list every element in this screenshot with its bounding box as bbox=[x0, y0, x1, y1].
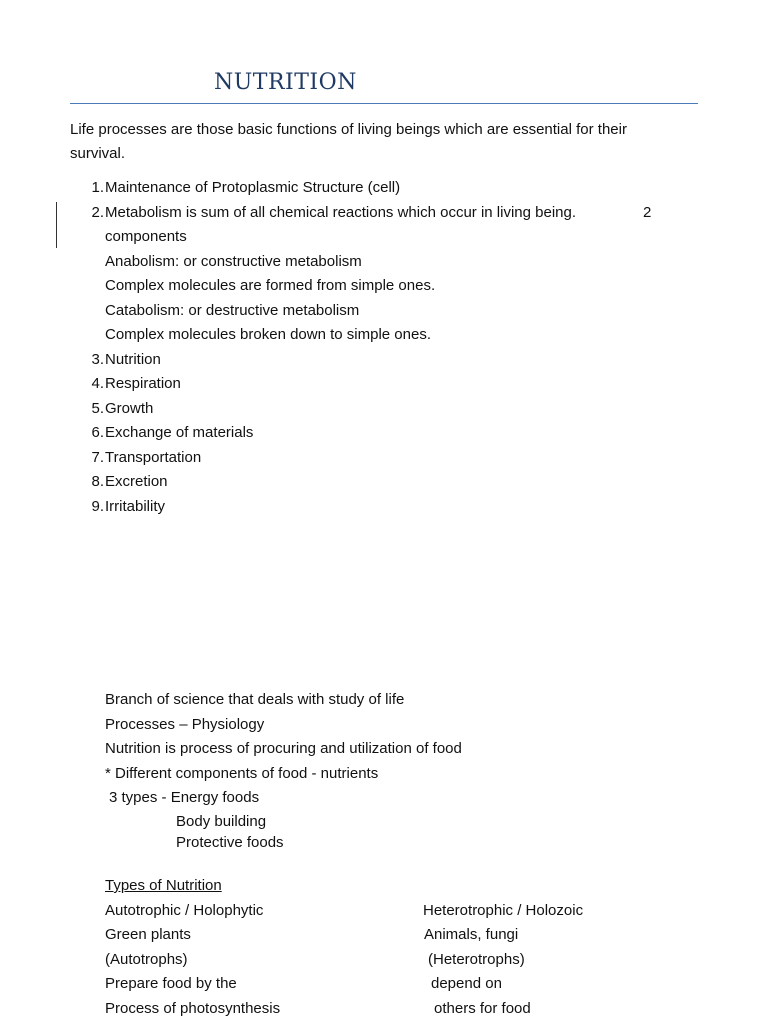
list-number: 4. bbox=[91, 375, 104, 392]
list-text: Growth bbox=[105, 399, 154, 417]
list-text: Transportation bbox=[105, 448, 202, 466]
list-text: Maintenance of Protoplasmic Structure (cell) bbox=[105, 179, 401, 196]
component-count: 2 bbox=[643, 203, 652, 221]
autotrophic-cell[interactable]: Prepare food by the bbox=[105, 975, 237, 992]
title-underline bbox=[70, 103, 698, 104]
heterotrophic-cell[interactable]: others for food bbox=[434, 999, 531, 1017]
comparison-row bbox=[105, 899, 685, 924]
comparison-row bbox=[105, 923, 685, 948]
comparison-row bbox=[105, 972, 685, 997]
list-text: Respiration bbox=[105, 375, 181, 392]
list-item[interactable] bbox=[70, 176, 680, 201]
list-item[interactable] bbox=[70, 348, 680, 373]
list-item[interactable] bbox=[70, 397, 680, 422]
list-number: 8. bbox=[91, 473, 104, 490]
list-text: Exchange of materials bbox=[105, 424, 254, 441]
list-number: 5. bbox=[91, 399, 104, 417]
autotrophic-cell[interactable]: Green plants bbox=[105, 926, 191, 943]
list-subline: Anabolism: or constructive metabolism bbox=[105, 252, 362, 270]
heterotrophic-cell[interactable]: (Heterotrophs) bbox=[428, 950, 525, 968]
section-heading[interactable]: Types of Nutrition bbox=[105, 877, 222, 894]
list-subline: Complex molecules broken down to simple ones. bbox=[105, 326, 431, 343]
list-number: 3. bbox=[91, 350, 104, 368]
list-text: Metabolism is sum of all chemical reactions which occur in living being. bbox=[105, 203, 577, 221]
list-text: Nutrition bbox=[105, 350, 161, 368]
list-number: 6. bbox=[91, 424, 104, 441]
text-line[interactable]: Body building bbox=[176, 812, 267, 830]
list-text: Excretion bbox=[105, 473, 168, 490]
page-title: NUTRITION bbox=[214, 70, 357, 95]
nutrition-definition-block bbox=[105, 688, 625, 853]
text-line[interactable]: Nutrition is process of procuring and utilization of food bbox=[105, 740, 462, 757]
heterotrophic-cell[interactable]: depend on bbox=[431, 975, 502, 992]
text-line[interactable]: 3 types - Energy foods bbox=[109, 789, 260, 806]
text-line[interactable]: * Different components of food - nutrients bbox=[105, 764, 379, 782]
list-number: 1. bbox=[91, 179, 104, 196]
autotrophic-cell[interactable]: (Autotrophs) bbox=[105, 950, 188, 968]
comparison-row bbox=[105, 948, 685, 973]
list-item[interactable] bbox=[70, 470, 680, 495]
text-cursor-bar bbox=[56, 202, 57, 248]
text-line[interactable]: Processes – Physiology bbox=[105, 715, 265, 733]
list-subline: Catabolism: or destructive metabolism bbox=[105, 301, 360, 319]
list-subline: Complex molecules are formed from simple ones. bbox=[105, 277, 436, 294]
text-line[interactable]: Branch of science that deals with study of life bbox=[105, 691, 405, 708]
list-item[interactable] bbox=[70, 201, 680, 226]
list-number: 2. bbox=[91, 203, 104, 221]
list-item[interactable] bbox=[70, 495, 680, 520]
list-number: 7. bbox=[91, 448, 104, 466]
text-line[interactable]: Protective foods bbox=[176, 833, 284, 851]
autotrophic-cell[interactable]: Autotrophic / Holophytic bbox=[105, 901, 264, 919]
comparison-row bbox=[105, 997, 685, 1022]
list-text: Irritability bbox=[105, 497, 166, 515]
list-item[interactable] bbox=[70, 446, 680, 471]
intro-paragraph[interactable]: Life processes are those basic functions of living beings which are essential for their survival. bbox=[70, 121, 627, 162]
list-subline: components bbox=[105, 228, 187, 245]
list-item[interactable] bbox=[70, 421, 680, 446]
autotrophic-cell[interactable]: Process of photosynthesis bbox=[105, 999, 281, 1017]
heterotrophic-cell[interactable]: Animals, fungi bbox=[424, 926, 519, 943]
list-item[interactable] bbox=[70, 372, 680, 397]
life-processes-list bbox=[70, 176, 680, 519]
types-of-nutrition-section bbox=[105, 874, 685, 1021]
heterotrophic-cell[interactable]: Heterotrophic / Holozoic bbox=[423, 901, 584, 919]
list-number: 9. bbox=[91, 497, 104, 515]
